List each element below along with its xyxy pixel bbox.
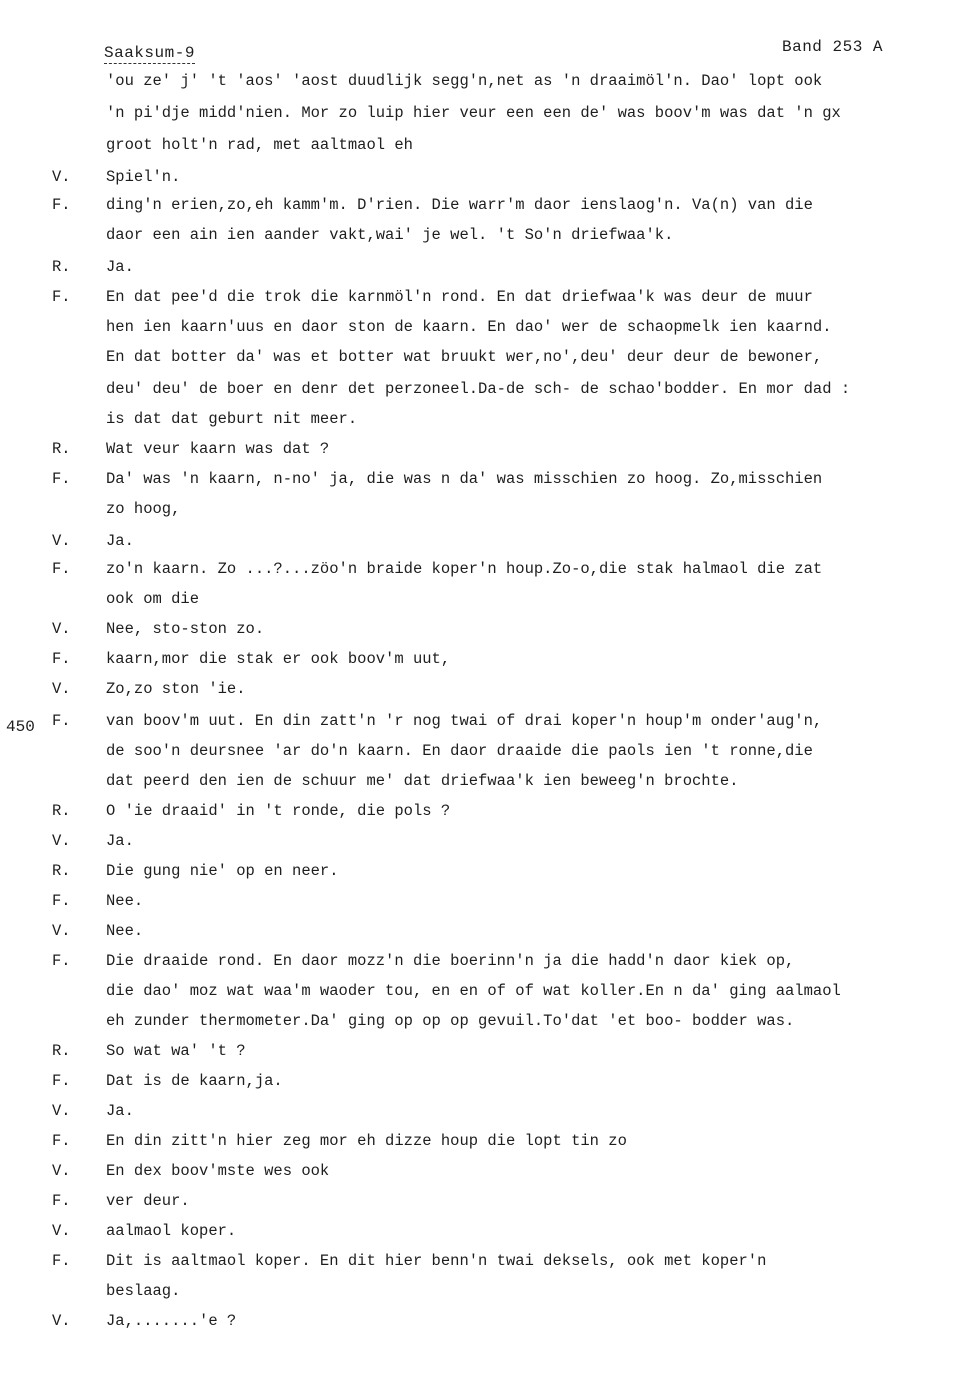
utterance-text: aalmaol koper. <box>106 1222 237 1240</box>
speaker-label: F. <box>52 1132 71 1150</box>
utterance-text: En dat pee'd die trok die karnmöl'n rond. En dat driefwaa'k was deur de muur <box>106 288 813 306</box>
utterance-continuation: de soo'n deursnee 'ar do'n kaarn. En daor draaide die paols ien 't ronne,die <box>106 742 813 760</box>
speaker-label: V. <box>52 532 71 550</box>
margin-line-number: 450 <box>6 718 35 736</box>
utterance-text: So wat wa' 't ? <box>106 1042 246 1060</box>
utterance-continuation: dat peerd den ien de schuur me' dat driefwaa'k ien beweeg'n brochte. <box>106 772 739 790</box>
speaker-label: R. <box>52 1042 71 1060</box>
speaker-label: V. <box>52 1102 71 1120</box>
utterance-continuation: die dao' moz wat waa'm waoder tou, en en of of wat koller.En n da' ging aalmaol <box>106 982 841 1000</box>
speaker-label: F. <box>52 892 71 910</box>
speaker-label: F. <box>52 1192 71 1210</box>
speaker-label: F. <box>52 952 71 970</box>
speaker-label: V. <box>52 832 71 850</box>
utterance-text: Dat is de kaarn,ja. <box>106 1072 283 1090</box>
utterance-text: Spiel'n. <box>106 168 181 186</box>
utterance-text: Die gung nie' op en neer. <box>106 862 339 880</box>
utterance-text: Zo,zo ston 'ie. <box>106 680 246 698</box>
speaker-label: V. <box>52 168 71 186</box>
utterance-text: ver deur. <box>106 1192 190 1210</box>
utterance-text: 'ou ze' j' 't 'aos' 'aost duudlijk segg'n,net as 'n draaimöl'n. Dao' lopt ook <box>106 72 823 90</box>
utterance-text: Nee, sto-ston zo. <box>106 620 265 638</box>
utterance-text: kaarn,mor die stak er ook boov'm uut, <box>106 650 451 668</box>
utterance-text: En dex boov'mste wes ook <box>106 1162 330 1180</box>
speaker-label: F. <box>52 288 71 306</box>
utterance-continuation: 'n pi'dje midd'nien. Mor zo luip hier veur een een de' was boov'm was dat 'n gx <box>106 104 841 122</box>
utterance-continuation: groot holt'n rad, met aaltmaol eh <box>106 136 413 154</box>
speaker-label: F. <box>52 470 71 488</box>
utterance-text: O 'ie draaid' in 't ronde, die pols ? <box>106 802 451 820</box>
speaker-label: V. <box>52 1312 71 1330</box>
speaker-label: R. <box>52 862 71 880</box>
utterance-text: Nee. <box>106 892 144 910</box>
speaker-label: F. <box>52 650 71 668</box>
speaker-label: V. <box>52 1222 71 1240</box>
speaker-label: V. <box>52 922 71 940</box>
utterance-text: zo'n kaarn. Zo ...?...zöo'n braide koper'n houp.Zo-o,die stak halmaol die zat <box>106 560 823 578</box>
utterance-continuation: En dat botter da' was et botter wat bruukt wer,no',deu' deur deur de bewoner, <box>106 348 823 366</box>
utterance-text: Wat veur kaarn was dat ? <box>106 440 330 458</box>
speaker-label: R. <box>52 258 71 276</box>
speaker-label: R. <box>52 802 71 820</box>
speaker-label: F. <box>52 1252 71 1270</box>
utterance-text: Ja. <box>106 832 134 850</box>
utterance-text: Ja. <box>106 258 134 276</box>
utterance-continuation: eh zunder thermometer.Da' ging op op op gevuil.To'dat 'et boo- bodder was. <box>106 1012 795 1030</box>
speaker-label: F. <box>52 560 71 578</box>
utterance-text: Nee. <box>106 922 144 940</box>
utterance-text: Ja. <box>106 532 134 550</box>
utterance-continuation: daor een ain ien aander vakt,wai' je wel. 't So'n driefwaa'k. <box>106 226 674 244</box>
document-code: Saaksum-9 <box>104 44 195 62</box>
speaker-label: V. <box>52 680 71 698</box>
speaker-label: V. <box>52 620 71 638</box>
utterance-text: En din zitt'n hier zeg mor eh dizze houp die lopt tin zo <box>106 1132 627 1150</box>
utterance-continuation: is dat dat geburt nit meer. <box>106 410 358 428</box>
tape-label: Band 253 A <box>782 38 884 56</box>
utterance-text: van boov'm uut. En din zatt'n 'r nog twai of drai koper'n houp'm onder'aug'n, <box>106 712 823 730</box>
utterance-text: Da' was 'n kaarn, n-no' ja, die was n da' was misschien zo hoog. Zo,misschien <box>106 470 823 488</box>
utterance-continuation: hen ien kaarn'uus en daor ston de kaarn. En dao' wer de schaopmelk ien kaarnd. <box>106 318 832 336</box>
utterance-text: ding'n erien,zo,eh kamm'm. D'rien. Die warr'm daor ienslaog'n. Va(n) van die <box>106 196 813 214</box>
speaker-label: F. <box>52 196 71 214</box>
utterance-continuation: deu' deu' de boer en denr det perzoneel.Da-de sch- de schao'bodder. En mor dad : <box>106 380 851 398</box>
utterance-continuation: beslaag. <box>106 1282 181 1300</box>
utterance-continuation: zo hoog, <box>106 500 181 518</box>
speaker-label: F. <box>52 712 71 730</box>
utterance-text: Die draaide rond. En daor mozz'n die boerinn'n ja die hadd'n daor kiek op, <box>106 952 795 970</box>
speaker-label: V. <box>52 1162 71 1180</box>
utterance-text: Ja,.......'e ? <box>106 1312 237 1330</box>
utterance-text: Ja. <box>106 1102 134 1120</box>
speaker-label: R. <box>52 440 71 458</box>
utterance-continuation: ook om die <box>106 590 200 608</box>
utterance-text: Dit is aaltmaol koper. En dit hier benn'n twai deksels, ook met koper'n <box>106 1252 767 1270</box>
speaker-label: F. <box>52 1072 71 1090</box>
